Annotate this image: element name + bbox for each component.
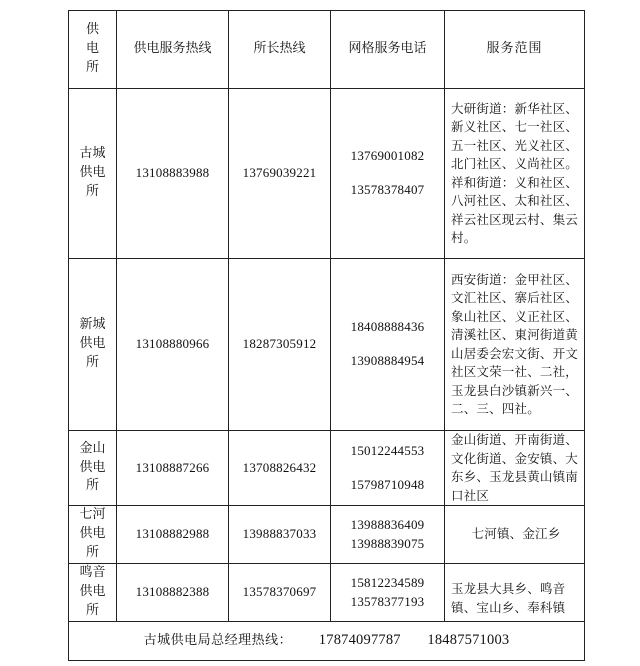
hotline-cell: 13108883988	[117, 89, 229, 259]
footer-phone: 17874097787	[318, 632, 401, 649]
header-station	[69, 11, 117, 89]
station-name-line: 所	[85, 354, 99, 370]
header-grid-phone: 网格服务电话	[331, 11, 445, 89]
hotline-cell: 13108882988	[117, 506, 229, 564]
station-name-line: 供电	[79, 336, 106, 352]
station-name-line: 所	[85, 602, 99, 618]
footer-label: 古城供电局总经理热线：	[143, 633, 293, 649]
header-row	[69, 11, 585, 89]
hotline-cell: 13108887266	[117, 431, 229, 506]
director-cell: 13988837033	[229, 506, 331, 564]
director-cell: 13578370697	[229, 564, 331, 622]
station-name-line: 供电	[79, 165, 106, 181]
table-row	[69, 259, 585, 431]
service-range-cell: 七河镇、金江乡	[445, 506, 585, 564]
grid-phone: 15812234589	[350, 574, 425, 590]
footer-phone: 18487571003	[427, 632, 510, 649]
station-name-line: 供电	[79, 584, 106, 600]
table-row	[69, 431, 585, 506]
grid-phone-cell	[331, 506, 445, 564]
station-name-line: 所	[85, 478, 99, 494]
service-range-cell: 西安街道：金甲社区、文汇社区、寨后社区、象山社区、义正社区、清溪社区、東河街道黄山居委会宏文街、开文社区文荣一社、二社，玉龙县白沙镇新兴一、二、三、四社。	[445, 259, 585, 431]
station-name	[69, 89, 117, 259]
grid-phone: 13908884954	[350, 353, 425, 368]
station-name-line: 供电	[79, 459, 106, 475]
station-name-line: 金山	[79, 440, 106, 456]
power-service-table	[68, 10, 585, 661]
service-range-cell: 玉龙县大具乡、鸣音镇、宝山乡、奉科镇	[445, 564, 585, 622]
director-cell: 13708826432	[229, 431, 331, 506]
grid-phone-cell	[331, 259, 445, 431]
station-name	[69, 259, 117, 431]
grid-phone: 13578377193	[350, 593, 425, 609]
station-name-line: 供电	[79, 526, 106, 542]
director-cell: 13769039221	[229, 89, 331, 259]
station-name-line: 所	[85, 183, 99, 199]
table-row	[69, 564, 585, 622]
station-name	[69, 431, 117, 506]
station-name	[69, 564, 117, 622]
general-manager-hotline	[69, 622, 585, 661]
grid-phone-cell	[331, 89, 445, 259]
table-row	[69, 506, 585, 564]
header-director: 所长热线	[229, 11, 331, 89]
station-name	[69, 506, 117, 564]
footer-row	[69, 622, 585, 661]
hotline-cell: 13108880966	[117, 259, 229, 431]
header-station-text: 供电所	[85, 22, 99, 75]
grid-phone-cell	[331, 564, 445, 622]
station-name-line: 古城	[79, 146, 106, 162]
station-name-line: 所	[85, 544, 99, 560]
grid-phone: 13988836409	[350, 516, 425, 532]
grid-phone-cell	[331, 431, 445, 506]
service-range-cell: 金山街道、开南街道、文化街道、金安镇、大东乡、玉龙县黄山镇南口社区	[445, 431, 585, 506]
grid-phone: 13769001082	[350, 148, 425, 164]
grid-phone: 15012244553	[350, 442, 425, 458]
grid-phone: 18408888436	[350, 319, 425, 335]
station-name-line: 七河	[79, 507, 106, 523]
director-cell: 18287305912	[229, 259, 331, 431]
header-range: 服务范围	[445, 11, 585, 89]
service-range-cell: 大研街道：新华社区、新义社区、七一社区、五一社区、光义社区、北门社区、义尚社区。祥和街道：义和社区、八河社区、太和社区、祥云社区现云村、集云村。	[445, 89, 585, 259]
header-hotline: 供电服务热线	[117, 11, 229, 89]
table-row	[69, 89, 585, 259]
grid-phone: 15798710948	[350, 476, 425, 492]
grid-phone: 13988839075	[350, 535, 425, 551]
grid-phone: 13578378407	[350, 182, 425, 197]
station-name-line: 新城	[79, 317, 106, 333]
hotline-cell: 13108882388	[117, 564, 229, 622]
station-name-line: 鸣音	[79, 565, 106, 581]
